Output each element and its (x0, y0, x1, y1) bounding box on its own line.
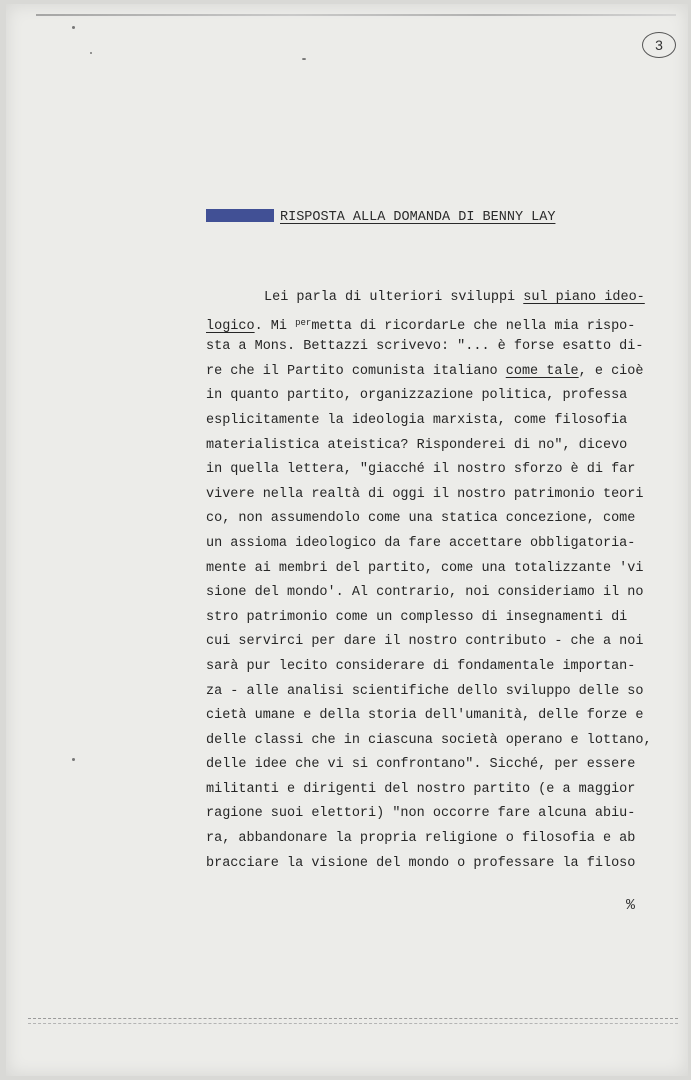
text-segment: delle idee che vi si confrontano". Sicché, per essere (206, 757, 636, 773)
text-segment: co, non assumendolo come una statica concezione, come (206, 511, 636, 527)
underlined-text: sul piano ideo- (523, 290, 645, 305)
text-line (206, 827, 676, 852)
text-line (206, 409, 676, 434)
text-line (206, 729, 676, 754)
text-line (206, 384, 676, 409)
text-line (206, 704, 676, 729)
speck (72, 758, 75, 761)
text-segment: un assioma ideologico da fare accettare obbligatoria- (206, 535, 636, 551)
text-segment: za - alle analisi scientifiche dello sviluppo delle so (206, 683, 644, 699)
text-line (206, 483, 676, 508)
text-line (206, 778, 676, 803)
top-edge-line (36, 14, 676, 16)
text-line (206, 458, 676, 483)
text-segment: militanti e dirigenti del nostro partito (e a maggior (206, 781, 636, 797)
text-segment: in quanto partito, organizzazione politica, professa (206, 388, 628, 404)
page-number: 3 (642, 32, 676, 58)
text-line (206, 630, 676, 655)
text-segment: sta a Mons. Bettazzi scrivevo: "... è forse esatto di- (206, 339, 644, 355)
redaction-mark (206, 209, 274, 222)
text-segment: in quella lettera, "giacché il nostro sforzo è di far (206, 462, 636, 478)
text-line (206, 852, 676, 877)
text-line (206, 335, 676, 360)
text-segment: metta di ricordarLe che nella mia rispo- (311, 318, 636, 334)
title-line (206, 209, 555, 225)
speck (72, 26, 75, 29)
text-segment: vivere nella realtà di oggi il nostro patrimonio teori (206, 486, 644, 502)
continuation-mark: % (626, 897, 636, 914)
text-segment: ra, abbandonare la propria religione o filosofia e ab (206, 831, 636, 847)
text-segment: delle classi che in ciascuna società operano e lottano, (206, 732, 652, 748)
text-line (206, 753, 676, 778)
text-line (206, 655, 676, 680)
body-text (206, 286, 676, 876)
text-segment: per (295, 317, 312, 328)
document-page (6, 4, 688, 1076)
text-segment: , e cioè (578, 363, 644, 379)
text-line (206, 434, 676, 459)
speck (90, 52, 92, 54)
text-line (206, 606, 676, 631)
text-line (206, 802, 676, 827)
text-line (206, 532, 676, 557)
text-line (206, 581, 676, 606)
text-segment: sarà pur lecito considerare di fondamentale importan- (206, 658, 636, 674)
page-title: RISPOSTA ALLA DOMANDA DI BENNY LAY (280, 210, 556, 225)
text-segment: . Mi (254, 318, 296, 334)
text-segment: bracciare la visione del mondo o professare la filoso (206, 855, 636, 871)
text-segment: esplicitamente la ideologia marxista, come filosofia (206, 412, 628, 428)
text-line (206, 286, 676, 311)
text-segment: materialistica ateistica? Risponderei di no", dicevo (206, 437, 628, 453)
text-segment: cietà umane e della storia dell'umanità, delle forze e (206, 708, 644, 724)
text-segment: Lei parla di ulteriori sviluppi (264, 290, 524, 305)
text-segment: stro patrimonio come un complesso di insegnamenti di (206, 609, 628, 625)
text-line (206, 680, 676, 705)
speck (302, 58, 306, 60)
text-line (206, 360, 676, 385)
text-line (206, 507, 676, 532)
text-segment: re che il Partito comunista italiano (206, 363, 506, 379)
text-line (206, 311, 676, 336)
text-segment: sione del mondo'. Al contrario, noi consideriamo il no (206, 585, 644, 601)
bottom-edge-line (28, 1018, 678, 1024)
underlined-text: logico (206, 318, 255, 334)
text-line (206, 557, 676, 582)
text-segment: mente ai membri del partito, come una totalizzante 'vi (206, 560, 644, 576)
text-segment: cui servirci per dare il nostro contributo - che a noi (206, 634, 644, 650)
text-segment: ragione suoi elettori) "non occorre fare alcuna abiu- (206, 806, 636, 822)
underlined-text: come tale (505, 363, 579, 379)
